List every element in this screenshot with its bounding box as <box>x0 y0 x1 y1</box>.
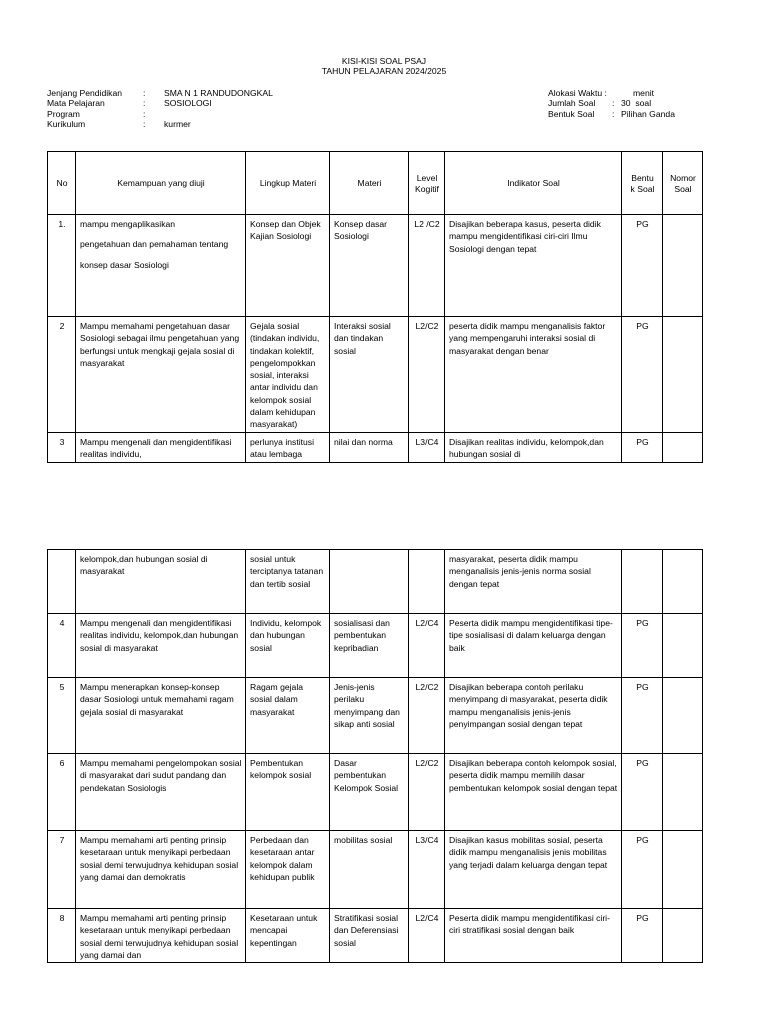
cell-materi: sosialisasi dan pembentukan kepribadian <box>330 614 409 678</box>
cell-bentuk: PG <box>622 215 663 317</box>
cell-level: L2/C4 <box>409 614 445 678</box>
cell-bentuk: PG <box>622 754 663 831</box>
info-value-jenjang: SMA N 1 RANDUDONGKAL <box>164 88 273 98</box>
info-value-kurikulum: kurmer <box>164 119 191 129</box>
table-row <box>48 433 703 463</box>
info-value-mapel: SOSIOLOGI <box>164 98 212 108</box>
cell-lingkup: sosial untuk terciptanya tatanan dan tertib sosial <box>246 550 330 614</box>
table-row <box>48 754 703 831</box>
cell-nomor <box>663 678 703 754</box>
cell-lingkup: perlunya institusi atau lembaga <box>246 433 330 463</box>
header-nomor: Nomor Soal <box>663 152 703 215</box>
info-label-alokasi: Alokasi Waktu : <box>548 88 607 98</box>
info-label-jumlah: Jumlah Soal <box>548 98 596 108</box>
table-row <box>48 550 703 614</box>
cell-bentuk: PG <box>622 909 663 963</box>
cell-materi: mobilitas sosial <box>330 831 409 909</box>
cell-level: L2/C2 <box>409 678 445 754</box>
cell-no: 6 <box>48 754 76 831</box>
cell-nomor <box>663 550 703 614</box>
header-lingkup: Lingkup Materi <box>246 152 330 215</box>
cell-no <box>48 550 76 614</box>
info-label-kurikulum: Kurikulum <box>47 119 86 129</box>
cell-level: L3/C4 <box>409 433 445 463</box>
info-label-mapel: Mata Pelajaran <box>47 98 105 108</box>
document-title: KISI-KISI SOAL PSAJ <box>341 56 427 66</box>
cell-nomor <box>663 433 703 463</box>
info-label-program: Program <box>47 109 80 119</box>
cell-kemampuan: mampu mengaplikasikan pengetahuan dan pemahaman tentang konsep dasar Sosiologi <box>76 215 246 317</box>
cell-lingkup: Ragam gejala sosial dalam masyarakat <box>246 678 330 754</box>
cell-kemampuan: Mampu memahami arti penting prinsip kesetaraan untuk menyikapi perbedaan sosial demi terwujudnya kehidupan sosial yang damai dan <box>76 909 246 963</box>
cell-kemampuan: Mampu memahami pengelompokan sosial di masyarakat dari sudut pandang dan pendekatan Sosiologis <box>76 754 246 831</box>
cell-no: 3 <box>48 433 76 463</box>
cell-lingkup: Konsep dan Objek Kajian Sosiologi <box>246 215 330 317</box>
cell-materi: Interaksi sosial dan tindakan sosial <box>330 317 409 433</box>
table-row <box>48 831 703 909</box>
cell-materi: Konsep dasar Sosiologi <box>330 215 409 317</box>
info-sep: : <box>612 98 615 108</box>
info-sep: : <box>143 119 146 129</box>
table-row <box>48 678 703 754</box>
cell-lingkup: Gejala sosial (tindakan individu, tindakan kolektif, pengelompokkan sosial, interaksi antar individu dan kelompok sosial dalam kehidupan masyarakat) <box>246 317 330 433</box>
cell-materi: Jenis-jenis perilaku menyimpang dan sikap anti sosial <box>330 678 409 754</box>
cell-bentuk <box>622 550 663 614</box>
cell-bentuk: PG <box>622 433 663 463</box>
cell-no: 2 <box>48 317 76 433</box>
cell-kemampuan: Mampu mengenali dan mengidentifikasi realitas individu, kelompok,dan hubungan sosial di masyarakat <box>76 614 246 678</box>
cell-level: L2/C2 <box>409 754 445 831</box>
cell-materi <box>330 550 409 614</box>
cell-nomor <box>663 215 703 317</box>
cell-no: 1. <box>48 215 76 317</box>
cell-lingkup: Pembentukan kelompok sosial <box>246 754 330 831</box>
table-header-row <box>48 152 703 215</box>
cell-level: L2 /C2 <box>409 215 445 317</box>
cell-nomor <box>663 831 703 909</box>
cell-indikator: peserta didik mampu menganalisis faktor yang mempengaruhi interaksi sosial di masyarakat dengan benar <box>445 317 622 433</box>
info-sep: : <box>143 109 146 119</box>
table-row <box>48 317 703 433</box>
cell-level: L3/C4 <box>409 831 445 909</box>
cell-materi: Dasar pembentukan Kelompok Sosial <box>330 754 409 831</box>
cell-bentuk: PG <box>622 614 663 678</box>
cell-materi: Stratifikasi sosial dan Deferensiasi sosial <box>330 909 409 963</box>
cell-indikator: Disajikan beberapa kasus, peserta didik mampu mengidentifikasi ciri-ciri Ilmu Sosiologi dengan tepat <box>445 215 622 317</box>
header-level: Level Kogitif <box>409 152 445 215</box>
kisi-kisi-table-page1 <box>47 151 703 463</box>
header-materi: Materi <box>330 152 409 215</box>
cell-kemampuan: Mampu memahami arti penting prinsip kesetaraan untuk menyikapi perbedaan sosial demi terwujudnya kehidupan sosial yang damai dan demokratis <box>76 831 246 909</box>
cell-indikator: Disajikan beberapa contoh perilaku menyimpang di masyarakat, peserta didik mampu menganalisis jenis-jenis penyimpangan sosial dengan tepat <box>445 678 622 754</box>
cell-indikator: Disajikan realitas individu, kelompok,dan hubungan sosial di <box>445 433 622 463</box>
header-indikator: Indikator Soal <box>445 152 622 215</box>
kisi-kisi-table-page2 <box>47 549 703 963</box>
cell-level: L2/C4 <box>409 909 445 963</box>
info-label-bentuk: Bentuk Soal <box>548 109 595 119</box>
cell-materi: nilai dan norma <box>330 433 409 463</box>
info-label-jenjang: Jenjang Pendidikan <box>47 88 123 98</box>
cell-bentuk: PG <box>622 678 663 754</box>
cell-level <box>409 550 445 614</box>
info-value-alokasi: menit <box>633 88 655 98</box>
cell-kemampuan: Mampu mengenali dan mengidentifikasi realitas individu, <box>76 433 246 463</box>
cell-indikator: Peserta didik mampu mengidentifikasi tipe-tipe sosialisasi di dalam keluarga dengan baik <box>445 614 622 678</box>
cell-level: L2/C2 <box>409 317 445 433</box>
header-bentuk: Bentu k Soal <box>622 152 663 215</box>
document-subtitle: TAHUN PELAJARAN 2024/2025 <box>321 66 447 76</box>
cell-no: 7 <box>48 831 76 909</box>
cell-no: 5 <box>48 678 76 754</box>
cell-lingkup: Perbedaan dan kesetaraan antar kelompok dalam kehidupan publik <box>246 831 330 909</box>
cell-bentuk: PG <box>622 831 663 909</box>
cell-no: 8 <box>48 909 76 963</box>
cell-indikator: Disajikan beberapa contoh kelompok sosial, peserta didik mampu memilih dasar pembentukan kelompok sosial dengan tepat <box>445 754 622 831</box>
info-sep: : <box>143 98 146 108</box>
table-row <box>48 614 703 678</box>
cell-nomor <box>663 614 703 678</box>
cell-lingkup: Individu, kelompok dan hubungan sosial <box>246 614 330 678</box>
table-row <box>48 909 703 963</box>
cell-indikator: Disajikan kasus mobilitas sosial, peserta didik mampu menganalisis jenis mobilitas yang terjadi dalam keluarga dengan tepat <box>445 831 622 909</box>
cell-nomor <box>663 754 703 831</box>
cell-nomor <box>663 317 703 433</box>
cell-kemampuan: Mampu menerapkan konsep-konsep dasar Sosiologi untuk memahami ragam gejala sosial di masyarakat <box>76 678 246 754</box>
info-sep: : <box>143 88 146 98</box>
table-row <box>48 215 703 317</box>
cell-lingkup: Kesetaraan untuk mencapai kepentingan <box>246 909 330 963</box>
info-value-jumlah: 30 soal <box>621 98 652 108</box>
cell-indikator: Peserta didik mampu mengidentifikasi ciri-ciri stratifikasi sosial dengan baik <box>445 909 622 963</box>
info-sep: : <box>612 109 615 119</box>
cell-bentuk: PG <box>622 317 663 433</box>
cell-kemampuan: Mampu memahami pengetahuan dasar Sosiologi sebagai ilmu pengetahuan yang berfungsi untuk mengkaji gejala sosial di masyarakat <box>76 317 246 433</box>
header-no: No <box>48 152 76 215</box>
info-value-bentuk: Pilihan Ganda <box>621 109 675 119</box>
header-kemampuan: Kemampuan yang diuji <box>76 152 246 215</box>
cell-indikator: masyarakat, peserta didik mampu menganalisis jenis-jenis norma sosial dengan tepat <box>445 550 622 614</box>
cell-no: 4 <box>48 614 76 678</box>
cell-kemampuan: kelompok,dan hubungan sosial di masyarakat <box>76 550 246 614</box>
cell-nomor <box>663 909 703 963</box>
